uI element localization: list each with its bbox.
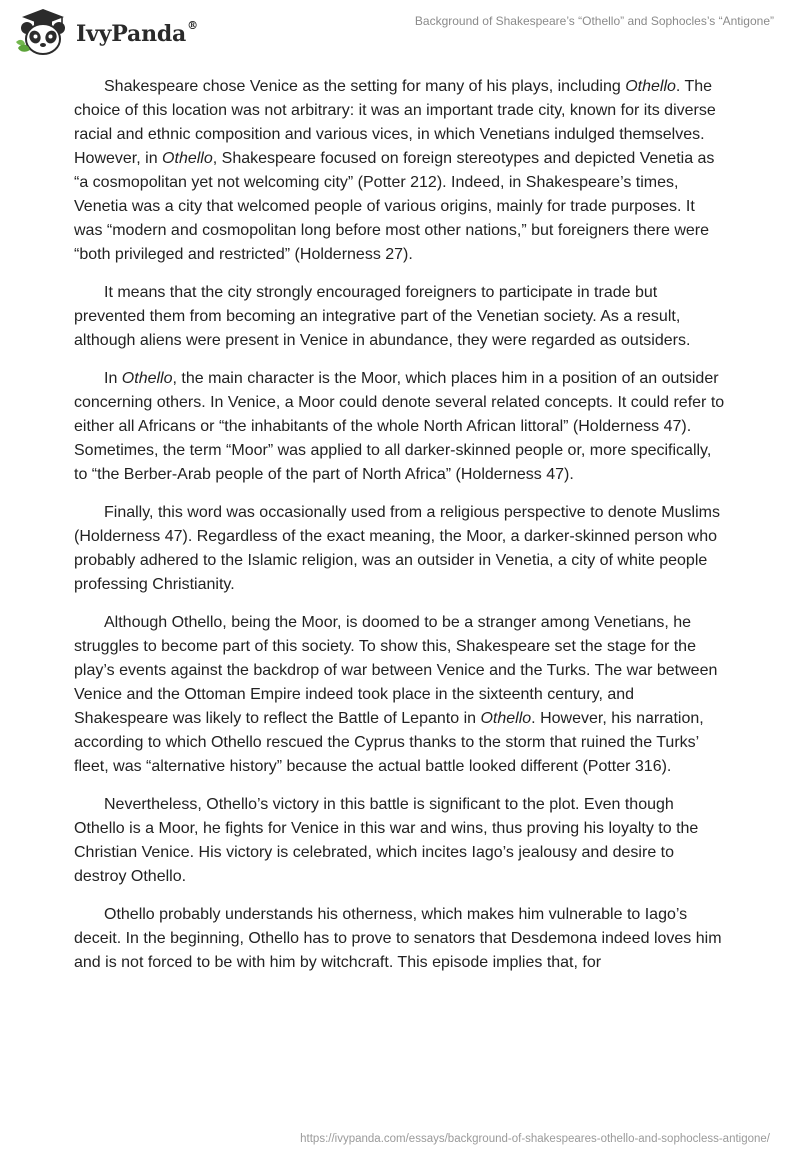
paragraph-text: Nevertheless, Othello’s victory in this battle is significant to the plot. Even though Othello is a Moor, he fights for Venice in this war and wins, thus proving his loyalty to the Christian Venice. His victory is celebrated, which incites Iago’s jealousy and desire to destroy Othello.: [74, 796, 699, 885]
paragraph-text: Finally, this word was occasionally used from a religious perspective to denote Muslims (Holderness 47). Regardless of the exact meaning, the Moor, a darker-skinned person who probably adhered to the Islamic religion, was an outsider in Venetia, a city of white people professing Christianity.: [74, 504, 720, 593]
essay-paragraph: [74, 903, 726, 975]
page-header: [0, 0, 800, 64]
italic-title: Othello: [121, 370, 173, 387]
paragraph-text: Shakespeare chose Venice as the setting for many of his plays, including: [104, 78, 626, 95]
panda-graduation-cap-icon: [14, 8, 72, 58]
italic-title: Othello: [625, 78, 676, 95]
ivypanda-logo[interactable]: [14, 8, 198, 58]
paragraph-text: , the main character is the Moor, which places him in a position of an outsider concerning others. In Venice, a Moor could denote several related concepts. It could refer to either all Africans or “the inhabitants of the whole North African littoral” (Holderness 47). Sometimes, the term “Moor” was applied to all darker-skinned people or, more specifically, to “the Berber-Arab people of the part of North Africa” (Holderness 47).: [74, 370, 725, 483]
source-url[interactable]: https://ivypanda.com/essays/background-of-shakespeares-othello-and-sophocless-antigone/: [300, 1133, 770, 1145]
essay-paragraph: [74, 75, 726, 267]
paragraph-text: Although Othello, being the Moor, is doomed to be a stranger among Venetians, he struggles to become part of this society. To show this, Shakespeare set the stage for the play’s events against the backdrop of war between Venice and the Turks. The war between Venice and the Ottoman Empire indeed took place in the sixteenth century, and Shakespeare was likely to reflect the Battle of Lepanto in: [74, 614, 718, 727]
paragraph-text: It means that the city strongly encouraged foreigners to participate in trade but prevented them from becoming an integrative part of the Venetian society. As a result, although aliens were present in Venice in abundance, they were regarded as outsiders.: [74, 284, 691, 349]
paragraph-text: Othello probably understands his otherness, which makes him vulnerable to Iago’s deceit. In the beginning, Othello has to prove to senators that Desdemona indeed loves him and is not forced to be with him by witchcraft. This episode implies that, for: [74, 906, 722, 971]
paragraph-text: . However, his narration, according to which Othello rescued the Cyprus thanks to the storm that ruined the Turks’ fleet, was “alternative history” because the actual battle looked different (Potter 316).: [74, 710, 704, 775]
essay-paragraph: [74, 501, 726, 597]
essay-paragraph: [74, 611, 726, 779]
italic-title: Othello: [162, 150, 213, 167]
paragraph-text: , Shakespeare focused on foreign stereotypes and depicted Venetia as “a cosmopolitan yet not welcoming city” (Potter 212). Indeed, in Shakespeare’s times, Venetia was a city that welcomed people of various origins, mainly for trade purposes. It was “modern and cosmopolitan long before most other nations,” but foreigners there were “both privileged and restricted” (Holderness 27).: [74, 150, 715, 263]
essay-paragraph: [74, 793, 726, 889]
running-title: Background of Shakespeare’s “Othello” and Sophocles’s “Antigone”: [414, 14, 774, 28]
essay-paragraph: [74, 367, 726, 487]
brand-name: IvyPanda®: [76, 18, 198, 47]
paragraph-text: In: [104, 370, 122, 387]
registered-mark: ®: [187, 18, 198, 32]
italic-title: Othello: [480, 710, 532, 727]
paragraph-text: . The choice of this location was not arbitrary: it was an important trade city, known for its diverse racial and ethnic composition and various vices, in which Venetians indulged themselves. However, in: [74, 78, 716, 167]
essay-body: [74, 75, 726, 989]
essay-paragraph: [74, 281, 726, 353]
